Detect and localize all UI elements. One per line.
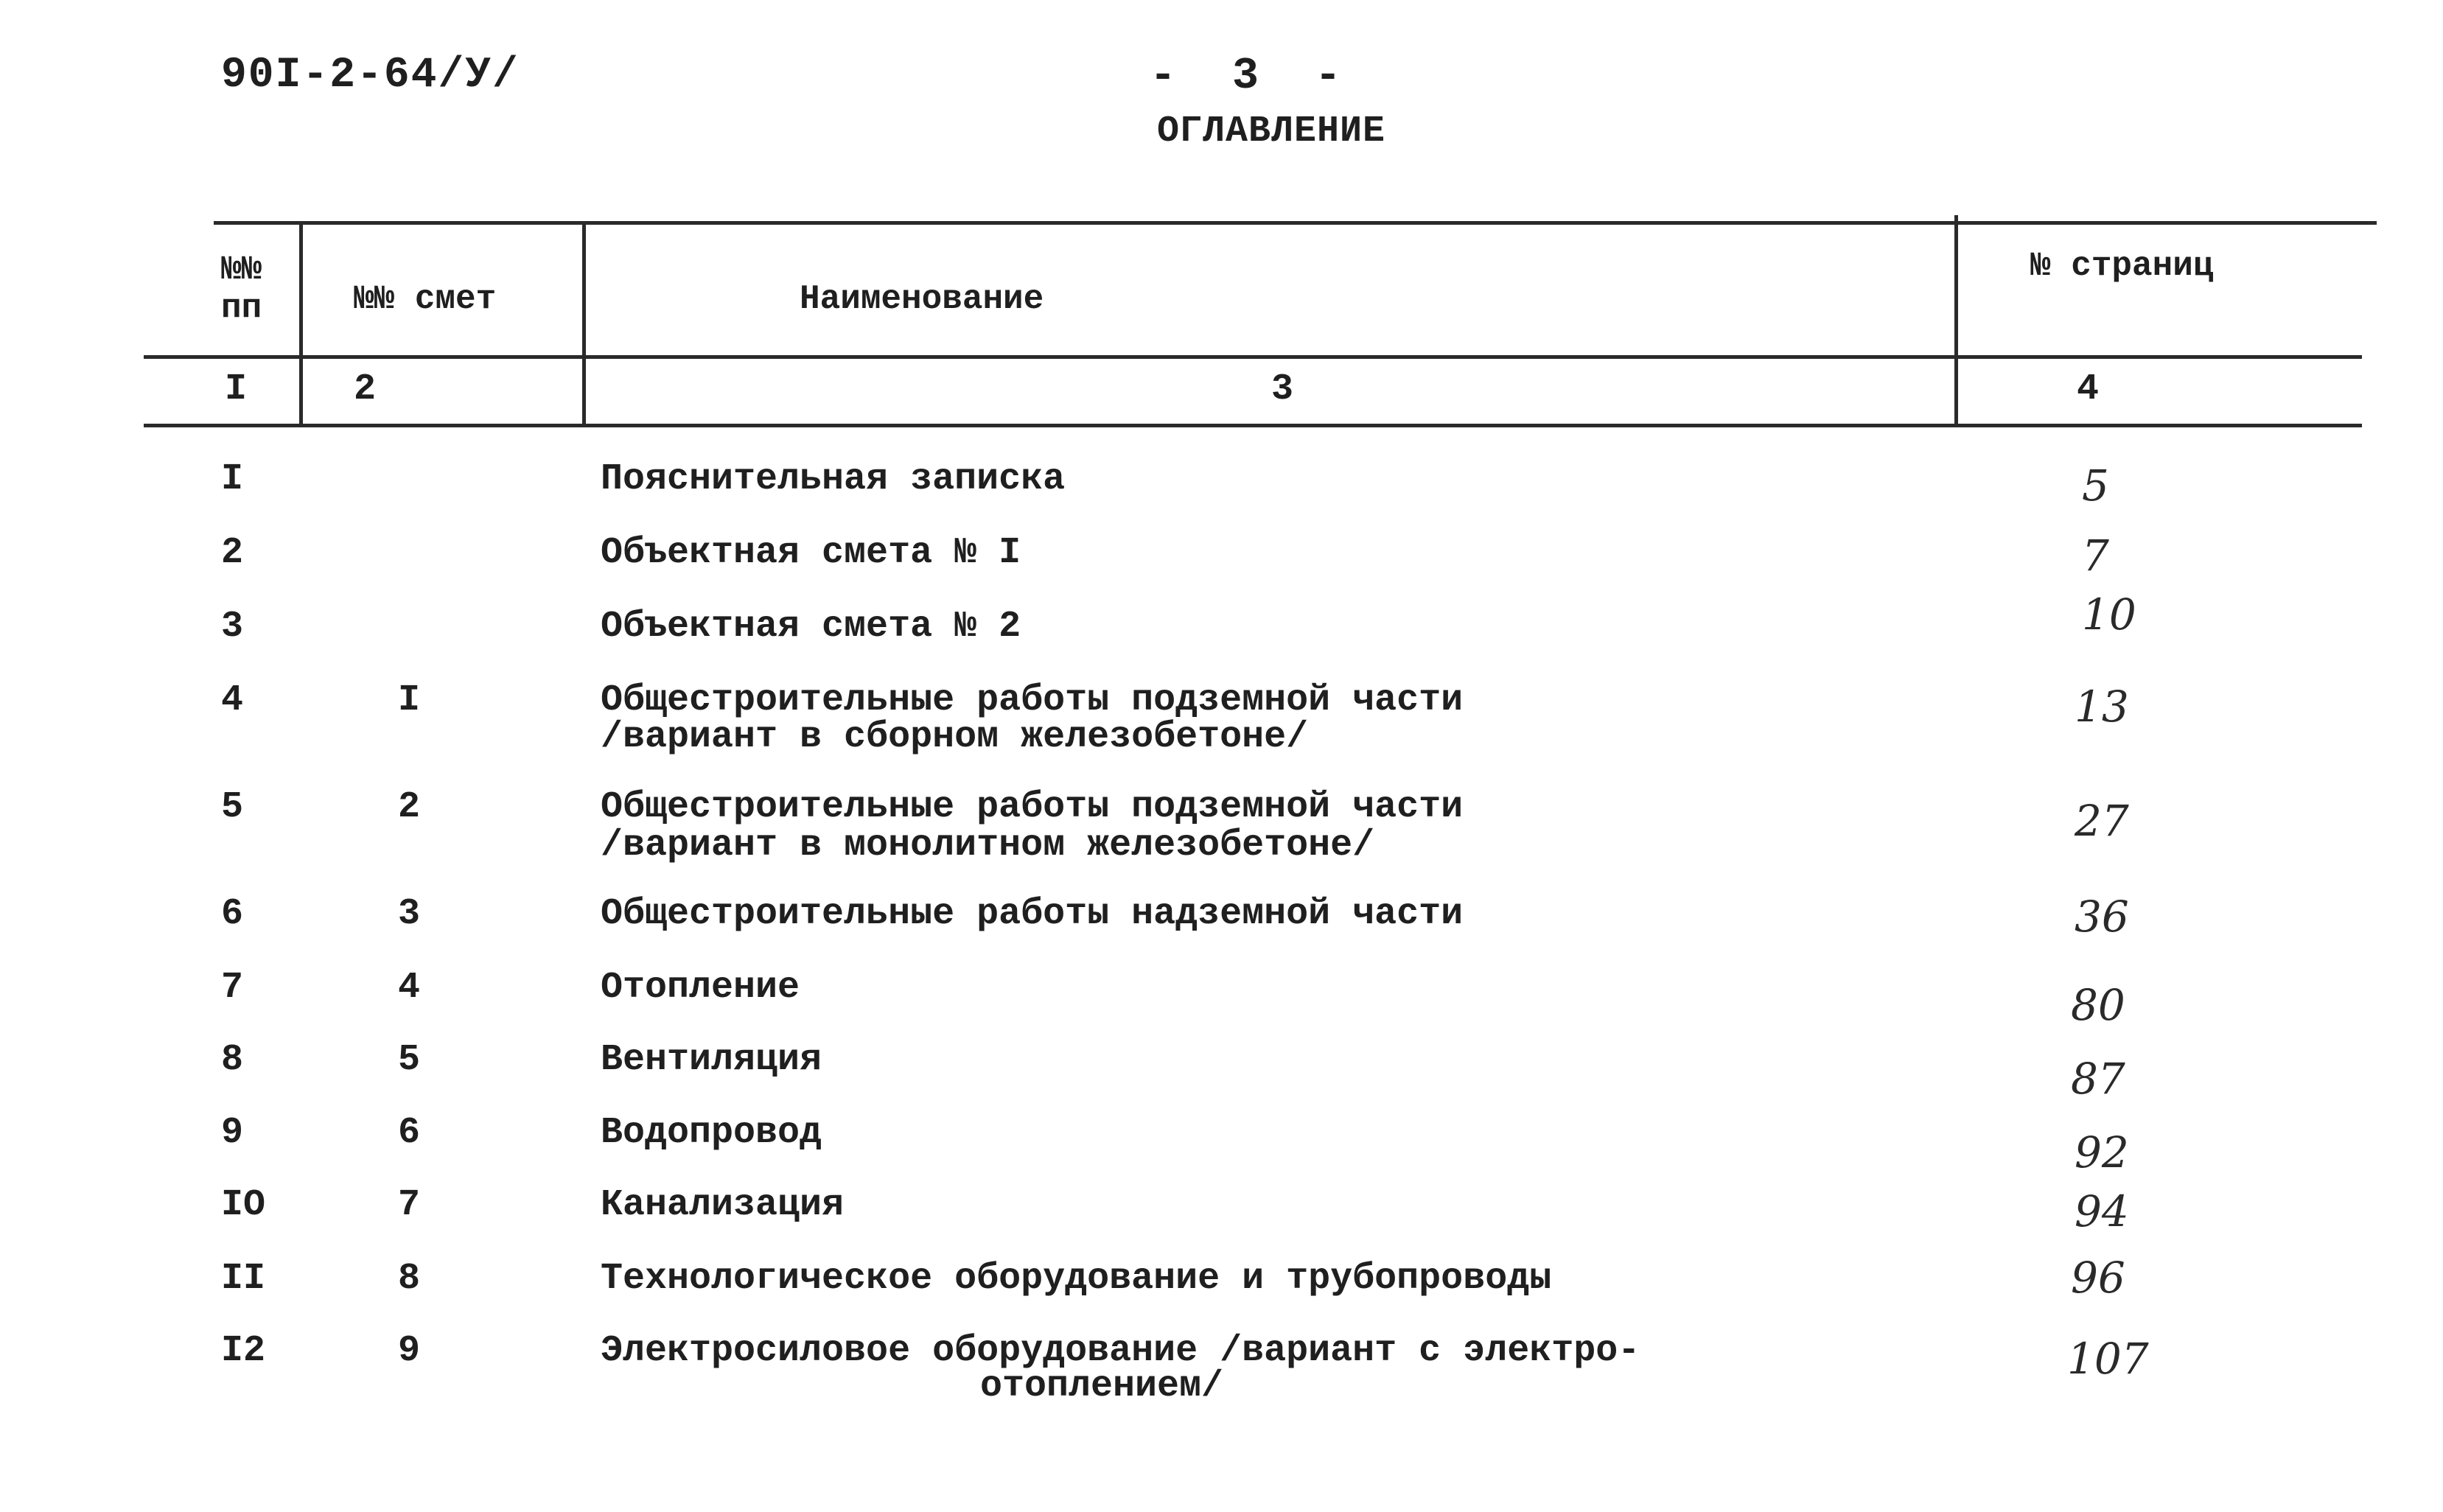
row-page: 80: [2071, 980, 2125, 1030]
row-number: 2: [221, 532, 244, 574]
column-number-2: 2: [354, 368, 377, 410]
row-name: Канализация: [601, 1184, 845, 1226]
row-number: 3: [221, 606, 244, 648]
column-number-1: I: [225, 368, 248, 410]
page-number: - 3 -: [1150, 52, 1357, 102]
row-name: Электросиловое оборудование /вариант с электро-: [601, 1330, 1640, 1372]
row-estimate: 6: [398, 1112, 421, 1154]
row-page: 36: [2075, 892, 2129, 942]
row-page: 107: [2067, 1334, 2149, 1384]
header-row-number: №№ пп: [221, 251, 262, 327]
row-name: Общестроительные работы подземной части: [601, 786, 1464, 828]
column-number-4: 4: [2077, 368, 2100, 410]
header-pages: № страниц: [2030, 247, 2214, 285]
row-name: Общестроительные работы подземной части: [601, 679, 1464, 721]
row-name: Технологическое оборудование и трубопроводы: [601, 1258, 1552, 1300]
row-name: Объектная смета № I: [601, 532, 1021, 574]
row-name-continuation: /вариант в сборном железобетоне/: [601, 716, 1309, 758]
row-number: 7: [221, 967, 244, 1009]
row-name: Вентиляция: [601, 1039, 822, 1081]
row-page: 5: [2082, 461, 2109, 511]
row-page: 87: [2071, 1054, 2125, 1104]
document-code: 90I-2-64/У/: [221, 52, 520, 99]
header-name: Наименование: [800, 280, 1044, 318]
column-divider-1: [299, 225, 303, 424]
row-number: I2: [221, 1330, 266, 1372]
row-name-continuation: отоплением/: [980, 1365, 1224, 1407]
row-page: 92: [2075, 1127, 2129, 1177]
row-page: 96: [2071, 1253, 2125, 1303]
row-page: 27: [2075, 796, 2129, 846]
page-title: ОГЛАВЛЕНИЕ: [1157, 111, 1386, 153]
row-number: II: [221, 1258, 266, 1300]
row-estimate: 8: [398, 1258, 421, 1300]
row-name: Водопровод: [601, 1112, 822, 1154]
row-estimate: 5: [398, 1039, 421, 1081]
row-estimate: 7: [398, 1184, 421, 1226]
row-name: Отопление: [601, 967, 800, 1009]
row-page: 7: [2082, 531, 2109, 581]
row-number: 8: [221, 1039, 244, 1081]
row-estimate: I: [398, 679, 421, 721]
column-divider-2: [582, 225, 586, 424]
row-estimate: 2: [398, 786, 421, 828]
row-estimate: 4: [398, 967, 421, 1009]
row-number: IO: [221, 1184, 266, 1226]
row-number: 9: [221, 1112, 244, 1154]
row-number: 4: [221, 679, 244, 721]
row-page: 10: [2082, 589, 2136, 640]
row-number: 6: [221, 893, 244, 935]
row-page: 13: [2075, 682, 2129, 732]
column-number-3: 3: [1271, 368, 1294, 410]
column-number-rule: [144, 424, 2362, 427]
row-name: Объектная смета № 2: [601, 606, 1021, 648]
row-page: 94: [2075, 1186, 2129, 1236]
row-name: Общестроительные работы надземной части: [601, 893, 1464, 935]
row-number: I: [221, 458, 244, 500]
row-estimate: 9: [398, 1330, 421, 1372]
row-estimate: 3: [398, 893, 421, 935]
row-number: 5: [221, 786, 244, 828]
table-top-rule: [214, 221, 2377, 225]
header-bottom-rule: [144, 355, 2362, 359]
row-name: Пояснительная записка: [601, 458, 1066, 500]
column-divider-3: [1954, 215, 1958, 424]
header-estimate-number: №№ смет: [354, 280, 497, 318]
row-name-continuation: /вариант в монолитном железобетоне/: [601, 825, 1375, 867]
